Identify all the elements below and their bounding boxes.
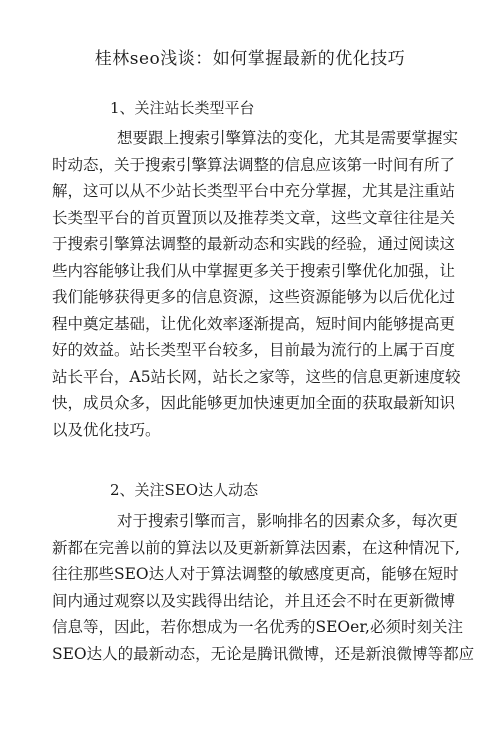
paragraph-line: 信息等，因此，若你想成为一名优秀的SEOer,必须时刻关注 <box>52 618 463 636</box>
paragraph-line: 对于搜索引擎而言，影响排名的因素众多，每次更 <box>117 512 459 530</box>
paragraph-line: 我们能够获得更多的信息资源，这些资源能够为以后优化过 <box>52 288 456 306</box>
paragraph-line: 站长平台，A5站长网，站长之家等，这些的信息更新速度较 <box>52 367 461 386</box>
paragraph-line: 程中奠定基础，让优化效率逐渐提高，短时间内能够提高更 <box>52 314 456 333</box>
section-2-paragraph <box>52 508 475 667</box>
paragraph-line: 好的效益。站长类型平台较多，目前最为流行的上属于百度 <box>52 341 456 359</box>
paragraph-line: 解，这可以从不少站长类型平台中充分掌握，尤其是注重站 <box>52 182 456 200</box>
paragraph-line: 些内容能够让我们从中掌握更多关于搜索引擎优化加强，让 <box>52 261 456 280</box>
paragraph-line: 于搜索引擎算法调整的最新动态和实践的经验，通过阅读这 <box>52 235 456 253</box>
paragraph-line: 以及优化技巧。 <box>52 420 161 439</box>
section-heading-2: 2、关注SEO达人动态 <box>110 481 259 499</box>
paragraph-line: 新都在完善以前的算法以及更新新算法因素，在这种情况下, <box>52 538 460 557</box>
paragraph-line: 往往那些SEO达人对于算法调整的敏感度更高，能够在短时 <box>52 565 459 583</box>
paragraph-line: 想要跟上搜索引擎算法的变化，尤其是需要掌握实 <box>117 129 459 147</box>
document-title: 桂林seo浅谈：如何掌握最新的优化技巧 <box>94 49 406 69</box>
paragraph-line: 快，成员众多，因此能够更加快速更加全面的获取最新知识 <box>52 394 456 412</box>
section-1-paragraph <box>52 125 461 443</box>
section-heading-1: 1、关注站长类型平台 <box>110 99 255 117</box>
paragraph-line: 时动态，关于搜索引擎算法调整的信息应该第一时间有所了 <box>52 155 456 174</box>
paragraph-line: 长类型平台的首页置顶以及推荐类文章，这些文章往往是关 <box>52 208 456 227</box>
paragraph-line: 间内通过观察以及实践得出结论，并且还会不时在更新微博 <box>52 591 456 610</box>
paragraph-line: SEO达人的最新动态，无论是腾讯微博，还是新浪微博等都应 <box>52 644 475 663</box>
